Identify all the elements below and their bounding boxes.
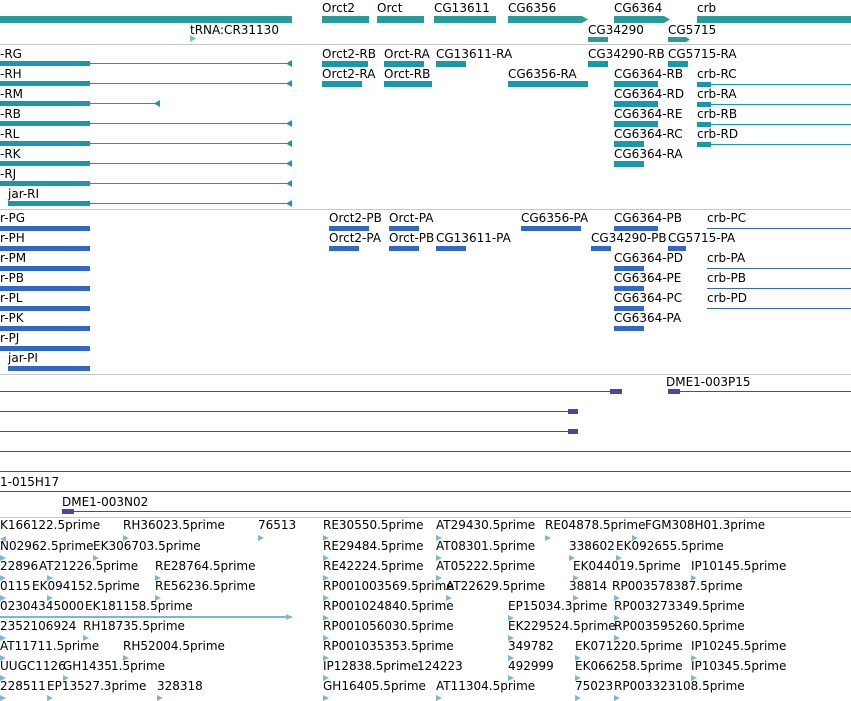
- transcript-cg34290-rb[interactable]: [588, 61, 608, 67]
- cds-label: Orct2-PB: [329, 211, 382, 225]
- transcript-label: CG6364-RE: [614, 107, 683, 121]
- transcript-cg6356-ra[interactable]: [508, 81, 588, 87]
- cds-label: CG6356-PA: [521, 211, 589, 225]
- transcript-label: CG6364-RA: [614, 147, 683, 161]
- transcript-cg13611-ra[interactable]: [436, 61, 466, 67]
- clone-label: DME1-003N02: [62, 495, 149, 509]
- est-label: AT22629.5prime: [446, 579, 546, 593]
- est-label: 75023: [575, 679, 614, 693]
- cds-label: r-PG: [0, 211, 26, 225]
- est-label: RH36023.5prime: [123, 518, 225, 532]
- transcript-orct-rb[interactable]: [384, 81, 432, 87]
- cds-label: Orct-PB: [389, 231, 435, 245]
- est-label: RE56236.5prime: [155, 579, 256, 593]
- transcript-label: CG13611-RA: [436, 47, 513, 61]
- est-label: AT21226.5prime: [39, 559, 139, 573]
- est-label: RE42224.5prime: [323, 559, 424, 573]
- cds-track: [0, 211, 851, 371]
- cds-label: Orct-PA: [389, 211, 434, 225]
- est-label: RP001056030.5prime: [323, 619, 454, 633]
- est-label: UUGC1126: [0, 659, 66, 673]
- gene-bar-cg5715[interactable]: [668, 37, 690, 42]
- gene-bar-crb[interactable]: [697, 16, 851, 23]
- gene-bar-cg13611[interactable]: [434, 16, 496, 23]
- gene-label-orct: Orct: [377, 1, 403, 15]
- cds-label: crb-PB: [707, 271, 746, 285]
- est-label: RP003595260.5prime: [614, 619, 745, 633]
- cds-label: crb-PD: [707, 291, 747, 305]
- est-label: RE04878.5prime: [545, 518, 646, 532]
- transcript-label: CG6356-RA: [508, 67, 577, 81]
- gene-label-cg6364: CG6364: [614, 1, 663, 15]
- cds-label: CG6364-PC: [614, 291, 683, 305]
- transcript-label: Orct2-RA: [322, 67, 376, 81]
- transcript-label: Orct2-RB: [322, 47, 376, 61]
- est-label: 76513: [258, 518, 297, 532]
- est-label: 328318: [157, 679, 203, 693]
- est-label: RE28764.5prime: [155, 559, 256, 573]
- cds-label: r-PK: [0, 311, 24, 325]
- transcript-label: CG5715-RA: [668, 47, 737, 61]
- transcript-label: -RH: [0, 67, 22, 81]
- est-label: EK071220.5prime: [575, 639, 683, 653]
- cds-label: jar-PI: [8, 351, 38, 365]
- transcript-label: CG6364-RC: [614, 127, 683, 141]
- transcript-label: Orct-RB: [384, 67, 431, 81]
- est-label: AT08301.5prime: [436, 539, 536, 553]
- gene-bar-orct[interactable]: [377, 16, 424, 23]
- transcript-label: CG6364-RD: [614, 87, 685, 101]
- est-label: RP001024840.5prime: [323, 599, 454, 613]
- est-label: GH16405.5prime: [323, 679, 426, 693]
- est-label: EK094152.5prime: [32, 579, 140, 593]
- cds-label: Orct2-PA: [329, 231, 382, 245]
- est-label: RP001003569.5prime: [323, 579, 454, 593]
- cds-label: crb-PA: [707, 251, 746, 265]
- est-label: N02962.5prime: [0, 539, 94, 553]
- transcript-label: CG34290-RB: [588, 47, 665, 61]
- gene-label-crb: crb: [697, 1, 717, 15]
- gene-label-orct2: Orct2: [322, 1, 356, 15]
- est-label: EK092655.5prime: [616, 539, 724, 553]
- transcript-label: crb-RC: [697, 67, 737, 81]
- transcript-label: crb-RB: [697, 107, 738, 121]
- est-label: RE29484.5prime: [323, 539, 424, 553]
- est-label: 0115: [0, 579, 31, 593]
- gene-bar-jar[interactable]: [0, 16, 292, 23]
- est-label: EK181158.5prime: [85, 599, 193, 613]
- cds-label: CG6364-PE: [614, 271, 682, 285]
- est-label: RP003323108.5prime: [614, 679, 745, 693]
- gene-bar-cg34290[interactable]: [588, 37, 608, 42]
- cds-label: CG6364-PA: [614, 311, 682, 325]
- est-label: EK066258.5prime: [575, 659, 683, 673]
- est-label: IP10245.5prime: [691, 639, 787, 653]
- transcript-label: -RK: [0, 147, 21, 161]
- est-label: K166122.5prime: [0, 518, 101, 532]
- est-label: RH52004.5prime: [123, 639, 225, 653]
- transcript-label: -RG: [0, 47, 22, 61]
- transcript-label: -RM: [0, 87, 24, 101]
- clone-track: [0, 375, 851, 514]
- est-label: RH18735.5prime: [83, 619, 185, 633]
- gene-bar-cg6364[interactable]: [614, 16, 670, 23]
- cds-label: CG13611-PA: [436, 231, 511, 245]
- est-label: IP10145.5prime: [691, 559, 787, 573]
- jar-transcripts: [0, 60, 292, 207]
- transcript-label: jar-RI: [8, 187, 40, 201]
- est-label: RP003578387.5prime: [612, 579, 743, 593]
- transcript-label: Orct-RA: [384, 47, 430, 61]
- gene-label-trna: tRNA:CR31130: [190, 23, 279, 37]
- transcript-label: -RL: [0, 127, 20, 141]
- est-label: GH1435: [63, 659, 112, 673]
- est-label: EK306703.5prime: [93, 539, 201, 553]
- gene-track: [0, 1, 851, 42]
- est-label: AT11304.5prime: [436, 679, 536, 693]
- est-label: 492999: [508, 659, 554, 673]
- est-label: 338602: [569, 539, 615, 553]
- cds-label: CG5715-PA: [668, 231, 736, 245]
- clone-label: 1-015H17: [0, 475, 60, 489]
- est-label: 38814: [569, 579, 608, 593]
- transcript-label: CG6364-RB: [614, 67, 684, 81]
- est-label: AT29430.5prime: [436, 518, 536, 532]
- cds-label: crb-PC: [707, 211, 747, 225]
- est-label: 02304345000: [0, 599, 84, 613]
- est-label: RE30550.5prime: [323, 518, 424, 532]
- est-label: IP12838.5prime: [323, 659, 419, 673]
- est-label: 349782: [508, 639, 554, 653]
- gene-bar-cg6356[interactable]: [508, 16, 588, 23]
- est-label: EP15034.3prime: [508, 599, 608, 613]
- est-label: 22896: [0, 559, 39, 573]
- est-label: 2352106924: [0, 619, 77, 633]
- est-label: RP003273349.5prime: [614, 599, 745, 613]
- est-label: IP10345.5prime: [691, 659, 787, 673]
- cds-label: r-PH: [0, 231, 25, 245]
- est-label: 1.5prime: [111, 659, 166, 673]
- cds-label: CG34290-PB: [591, 231, 667, 245]
- est-label: 124223: [417, 659, 463, 673]
- est-label: EK229524.5prime: [508, 619, 616, 633]
- est-label: AT11711.5prime: [0, 639, 100, 653]
- transcript-label: crb-RA: [697, 87, 737, 101]
- gene-label-cg34290: CG34290: [588, 23, 644, 37]
- est-label: AT05222.5prime: [436, 559, 536, 573]
- est-track: [0, 518, 786, 701]
- gene-label-cg5715: CG5715: [668, 23, 717, 37]
- est-label: FGM308H01.3prime: [645, 518, 766, 532]
- cds-label: r-PM: [0, 251, 27, 265]
- est-label: EP13527.3prime: [47, 679, 147, 693]
- transcript-orct2-ra[interactable]: [322, 81, 362, 87]
- transcript-label: -RJ: [0, 167, 17, 181]
- est-label: RP001035353.5prime: [323, 639, 454, 653]
- cds-label: CG6364-PB: [614, 211, 683, 225]
- cds-label: r-PB: [0, 271, 24, 285]
- cds-label: r-PJ: [0, 331, 20, 345]
- transcript-label: -RB: [0, 107, 21, 121]
- transcript-label: crb-RD: [697, 127, 739, 141]
- gene-label-cg13611: CG13611: [434, 1, 490, 15]
- est-label: EK044019.5prime: [573, 559, 681, 573]
- est-label: 228511: [0, 679, 46, 693]
- cds-label: CG6364-PD: [614, 251, 684, 265]
- gene-label-cg6356: CG6356: [508, 1, 557, 15]
- clone-label: DME1-003P15: [666, 375, 751, 389]
- transcript-track: [0, 47, 851, 207]
- cds-label: r-PL: [0, 291, 23, 305]
- gene-bar-orct2[interactable]: [322, 16, 369, 23]
